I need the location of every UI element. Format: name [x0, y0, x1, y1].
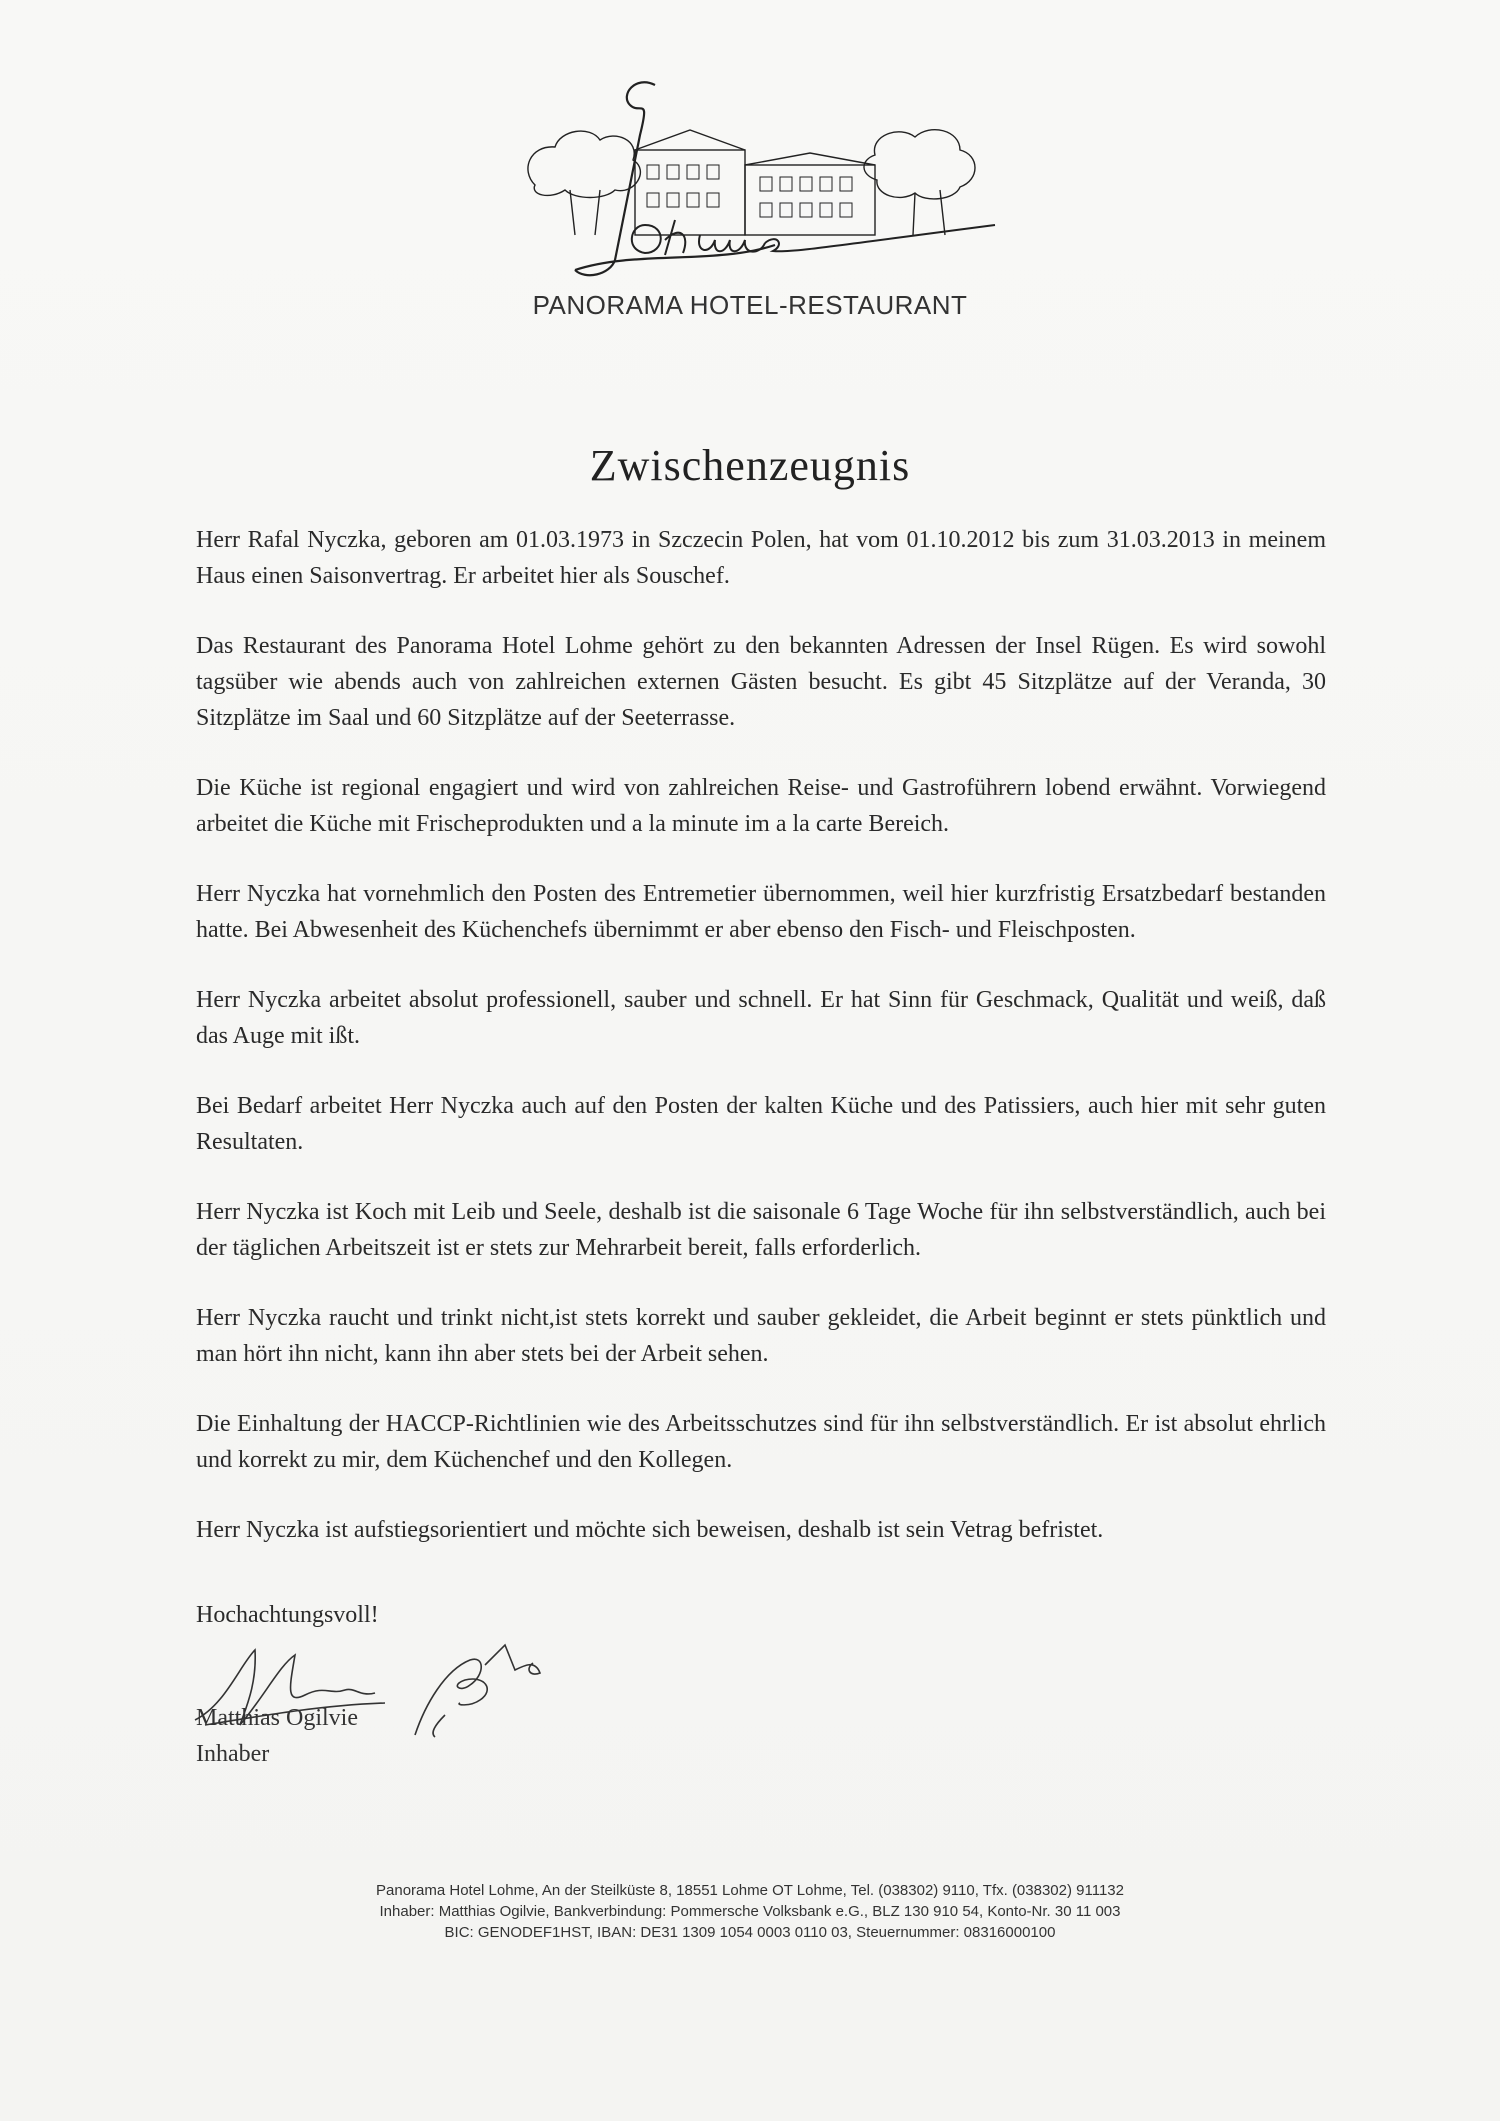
signer-role: Inhaber	[196, 1741, 270, 1767]
paragraph: Bei Bedarf arbeitet Herr Nyczka auch auf den Posten der kalten Küche und des Patissiers, auch hier mit sehr guten Resultaten.	[196, 1093, 1326, 1155]
letterhead-subtitle: PANORAMA HOTEL-RESTAURANT	[532, 290, 968, 320]
closing-salutation: Hochachtungsvoll!	[196, 1602, 379, 1628]
paragraph: Herr Nyczka arbeitet absolut professionell, sauber und schnell. Er hat Sinn für Geschmack, Qualität und weiß, daß das Auge mit ißt.	[196, 987, 1326, 1049]
footer-address: Panorama Hotel Lohme, An der Steilküste 8, 18551 Lohme OT Lohme, Tel. (038302) 9110, Tfx. (038302) 911132	[376, 1882, 1124, 1899]
document-title: Zwischenzeugnis	[589, 441, 911, 490]
paragraph: Die Einhaltung der HACCP-Richtlinien wie des Arbeitsschutzes sind für ihn selbstverständlich. Er ist absolut ehrlich und korrekt zu mir, dem Küchenchef und den Kollegen.	[196, 1411, 1326, 1473]
paragraph: Herr Nyczka hat vornehmlich den Posten des Entremetier übernommen, weil hier kurzfristig Ersatzbedarf bestanden hatte. Bei Abwesenheit des Küchenchefs übernimmt er aber ebenso den Fisch- und Fleischposten.	[196, 881, 1326, 943]
paragraph: Die Küche ist regional engagiert und wird von zahlreichen Reise- und Gastroführern lobend erwähnt. Vorwiegend arbeitet die Küche mit Frischeprodukten und a la minute im a la carte Bereich.	[196, 775, 1326, 837]
letter-body	[196, 522, 1326, 1582]
paragraph: Herr Rafal Nyczka, geboren am 01.03.1973 in Szczecin Polen, hat vom 01.10.2012 bis zum 31.03.2013 in meinem Haus einen Saisonvertrag. Er arbeitet hier als Souschef.	[196, 527, 1326, 589]
signer-name: Matthias Ogilvie	[196, 1705, 358, 1731]
paragraph: Herr Nyczka raucht und trinkt nicht,ist stets korrekt und sauber gekleidet, die Arbeit beginnt er stets pünktlich und man hört ihn nicht, kann ihn aber stets bei der Arbeit sehen.	[196, 1305, 1326, 1367]
paragraph: Herr Nyczka ist Koch mit Leib und Seele, deshalb ist die saisonale 6 Tage Woche für ihn selbstverständlich, auch bei der täglichen Arbeitszeit ist er stets zur Mehrarbeit bereit, falls erforderlich.	[196, 1199, 1326, 1261]
letter-footer	[250, 1880, 1250, 1943]
paragraph: Das Restaurant des Panorama Hotel Lohme gehört zu den bekannten Adressen der Insel Rügen. Es wird sowohl tagsüber wie abends auch von zahlreichen externen Gästen besucht. Es gibt 45 Sitzplätze auf der Veranda, 30 Sitzplätze im Saal und 60 Sitzplätze auf der Seeterrasse.	[196, 633, 1326, 731]
paragraph: Herr Nyczka ist aufstiegsorientiert und möchte sich beweisen, deshalb ist sein Vetrag befristet.	[196, 1517, 1104, 1543]
footer-bank: Inhaber: Matthias Ogilvie, Bankverbindung: Pommersche Volksbank e.G., BLZ 130 910 54, Konto-Nr. 30 11 003	[379, 1903, 1121, 1920]
footer-bank-ids: BIC: GENODEF1HST, IBAN: DE31 1309 1054 0003 0110 03, Steuernummer: 08316000100	[444, 1924, 1056, 1941]
hotel-logo	[515, 75, 1015, 295]
